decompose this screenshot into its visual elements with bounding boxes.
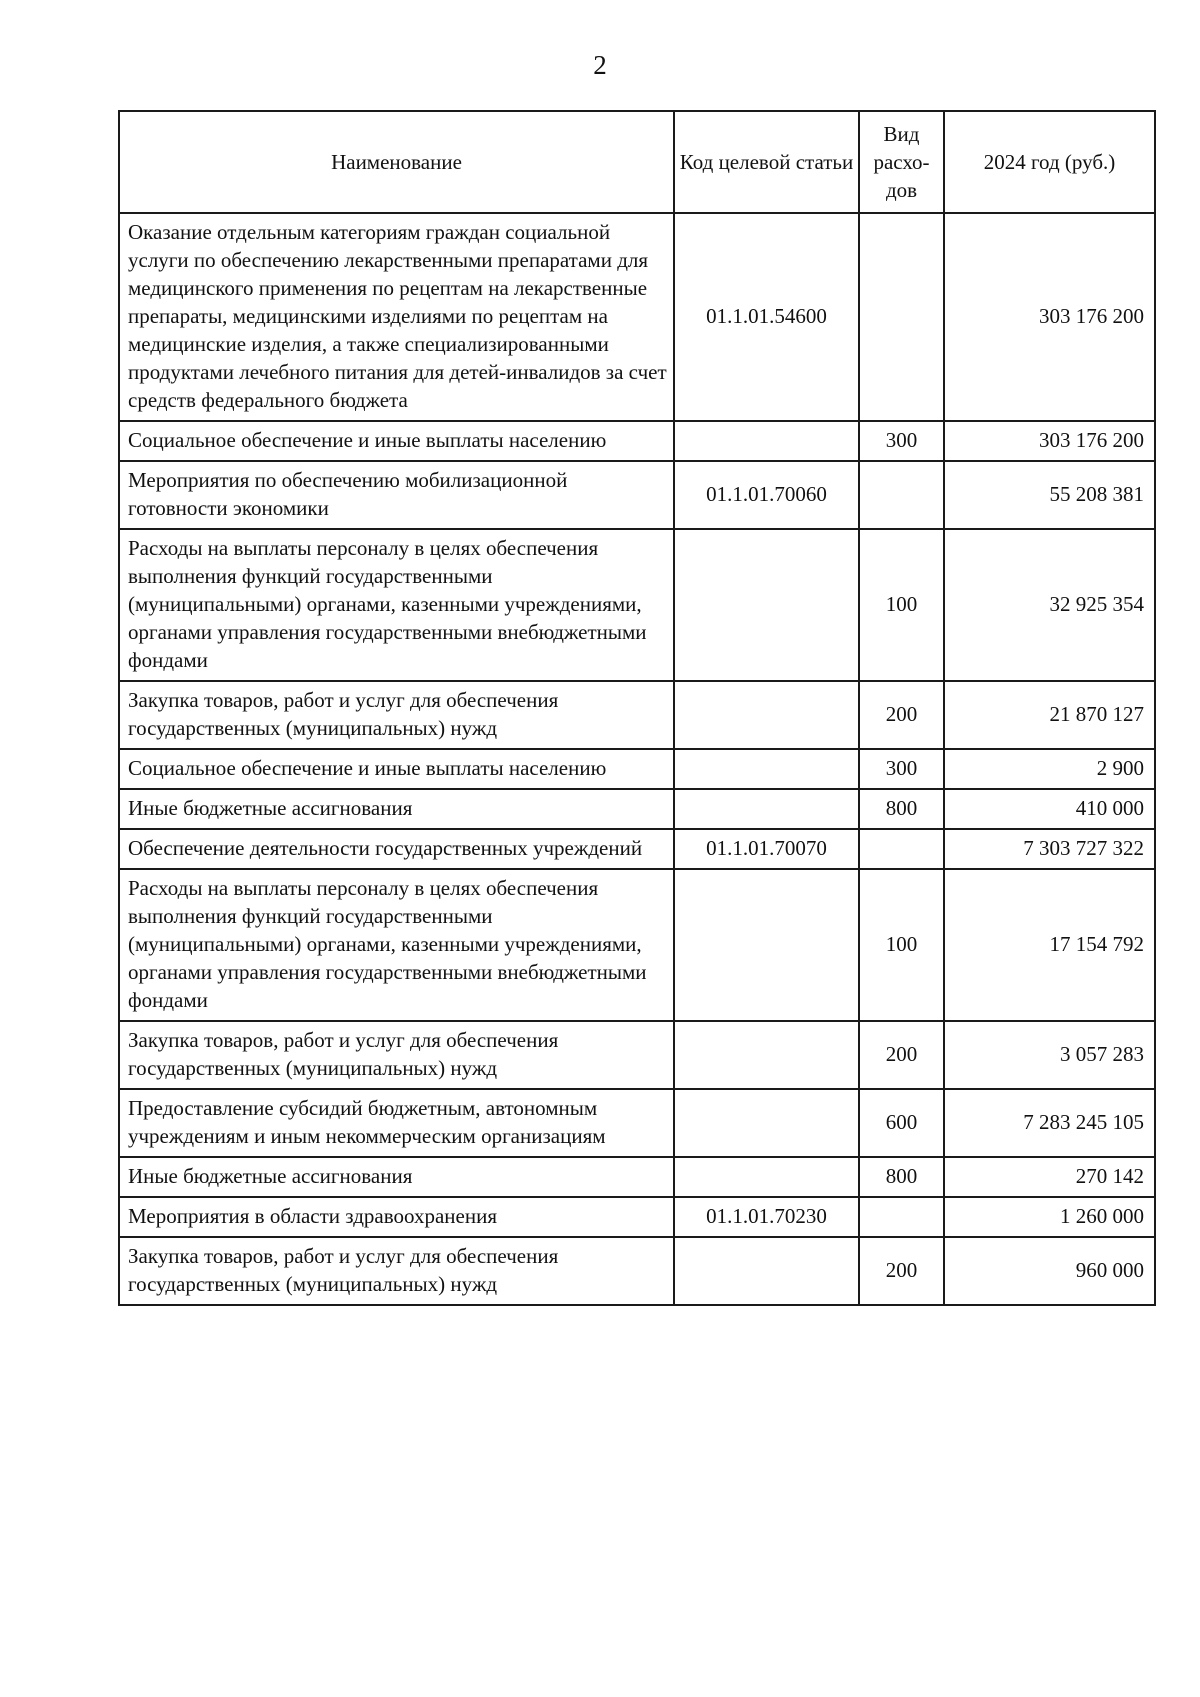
cell-name: Расходы на выплаты персоналу в целях обеспечения выполнения функций государственными (муниципальными) органами, казенными учреждениями, органами управления государственными внебюджетными фондами [119, 869, 674, 1021]
table-row [119, 749, 1155, 789]
cell-amount: 1 260 000 [944, 1197, 1155, 1237]
cell-target-code: 01.1.01.70070 [674, 829, 859, 869]
cell-name: Закупка товаров, работ и услуг для обеспечения государственных (муниципальных) нужд [119, 681, 674, 749]
table-row [119, 681, 1155, 749]
cell-target-code [674, 681, 859, 749]
cell-target-code: 01.1.01.54600 [674, 213, 859, 421]
header-amount: 2024 год (руб.) [944, 111, 1155, 213]
cell-name: Предоставление субсидий бюджетным, автономным учреждениям и иным некоммерческим организациям [119, 1089, 674, 1157]
cell-name: Иные бюджетные ассигнования [119, 789, 674, 829]
cell-expense-type: 300 [859, 421, 944, 461]
table-row [119, 529, 1155, 681]
cell-expense-type [859, 461, 944, 529]
cell-amount: 7 303 727 322 [944, 829, 1155, 869]
header-type: Вид расхо-дов [859, 111, 944, 213]
cell-target-code [674, 1021, 859, 1089]
cell-target-code [674, 869, 859, 1021]
cell-target-code [674, 421, 859, 461]
cell-expense-type: 200 [859, 1237, 944, 1305]
table-row [119, 1197, 1155, 1237]
table-row [119, 421, 1155, 461]
cell-expense-type: 200 [859, 681, 944, 749]
cell-expense-type [859, 829, 944, 869]
cell-name: Социальное обеспечение и иные выплаты населению [119, 749, 674, 789]
table-row [119, 213, 1155, 421]
header-code: Код целевой статьи [674, 111, 859, 213]
table-header [119, 111, 1155, 213]
cell-amount: 410 000 [944, 789, 1155, 829]
cell-target-code [674, 529, 859, 681]
cell-target-code [674, 749, 859, 789]
cell-target-code: 01.1.01.70230 [674, 1197, 859, 1237]
page-number: 2 [593, 50, 607, 80]
cell-name: Мероприятия по обеспечению мобилизационной готовности экономики [119, 461, 674, 529]
cell-expense-type: 100 [859, 529, 944, 681]
table-row [119, 461, 1155, 529]
cell-amount: 3 057 283 [944, 1021, 1155, 1089]
table-row [119, 869, 1155, 1021]
cell-expense-type: 100 [859, 869, 944, 1021]
cell-name: Расходы на выплаты персоналу в целях обеспечения выполнения функций государственными (муниципальными) органами, казенными учреждениями, органами управления государственными внебюджетными фондами [119, 529, 674, 681]
cell-target-code [674, 789, 859, 829]
table-body [119, 213, 1155, 1305]
table-row [119, 1089, 1155, 1157]
cell-target-code [674, 1157, 859, 1197]
cell-amount: 32 925 354 [944, 529, 1155, 681]
cell-amount: 21 870 127 [944, 681, 1155, 749]
cell-expense-type: 600 [859, 1089, 944, 1157]
table-row [119, 1157, 1155, 1197]
cell-target-code [674, 1237, 859, 1305]
cell-amount: 2 900 [944, 749, 1155, 789]
cell-amount: 17 154 792 [944, 869, 1155, 1021]
cell-name: Закупка товаров, работ и услуг для обеспечения государственных (муниципальных) нужд [119, 1021, 674, 1089]
header-name: Наименование [119, 111, 674, 213]
cell-amount: 303 176 200 [944, 213, 1155, 421]
budget-table-container [118, 110, 1154, 1306]
cell-name: Оказание отдельным категориям граждан социальной услуги по обеспечению лекарственными препаратами для медицинского применения по рецептам на лекарственные препараты, медицинскими изделиями по рецептам на медицинские изделия, а также специализированными продуктами лечебного питания для детей-инвалидов за счет средств федерального бюджета [119, 213, 674, 421]
cell-amount: 270 142 [944, 1157, 1155, 1197]
cell-expense-type: 200 [859, 1021, 944, 1089]
cell-amount: 960 000 [944, 1237, 1155, 1305]
budget-table [118, 110, 1156, 1306]
cell-target-code: 01.1.01.70060 [674, 461, 859, 529]
table-row [119, 1237, 1155, 1305]
cell-name: Обеспечение деятельности государственных учреждений [119, 829, 674, 869]
cell-amount: 303 176 200 [944, 421, 1155, 461]
cell-expense-type: 300 [859, 749, 944, 789]
cell-amount: 55 208 381 [944, 461, 1155, 529]
cell-target-code [674, 1089, 859, 1157]
table-row [119, 1021, 1155, 1089]
cell-name: Закупка товаров, работ и услуг для обеспечения государственных (муниципальных) нужд [119, 1237, 674, 1305]
cell-name: Мероприятия в области здравоохранения [119, 1197, 674, 1237]
table-row [119, 829, 1155, 869]
cell-expense-type: 800 [859, 1157, 944, 1197]
cell-expense-type [859, 213, 944, 421]
cell-name: Социальное обеспечение и иные выплаты населению [119, 421, 674, 461]
cell-expense-type [859, 1197, 944, 1237]
table-row [119, 789, 1155, 829]
header-row [119, 111, 1155, 213]
cell-expense-type: 800 [859, 789, 944, 829]
cell-amount: 7 283 245 105 [944, 1089, 1155, 1157]
cell-name: Иные бюджетные ассигнования [119, 1157, 674, 1197]
